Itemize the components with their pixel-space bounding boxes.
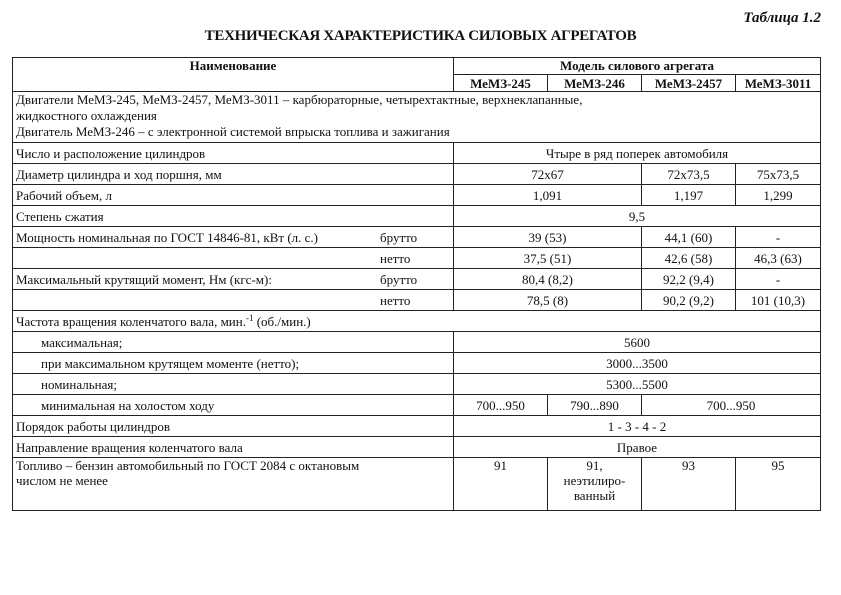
intro-cell [13, 92, 821, 143]
row-label: Число и расположение цилиндров [13, 143, 454, 164]
power-label: Мощность номинальная по ГОСТ 14846-81, кВт (л. с.) [16, 229, 318, 245]
intro-line: жидкостного охлаждения [16, 108, 157, 123]
row-value: 37,5 (51) [454, 248, 642, 269]
row-label: при максимальном крутящем моменте (нетто); [13, 353, 454, 374]
row-value: 9,5 [454, 206, 821, 227]
power-net-label: нетто [380, 250, 411, 266]
row-label [13, 311, 821, 332]
row-value: 46,3 (63) [736, 248, 821, 269]
row-value: 5600 [454, 332, 821, 353]
row-value: - [736, 227, 821, 248]
header-model: МеМЗ-3011 [736, 75, 821, 92]
row-value: 790...890 [548, 395, 642, 416]
row-value: Правое [454, 437, 821, 458]
row-value: 700...950 [454, 395, 548, 416]
row-value: 91 [454, 458, 548, 511]
row-value: 3000...3500 [454, 353, 821, 374]
row-value: 1,299 [736, 185, 821, 206]
row-value: 72х73,5 [642, 164, 736, 185]
row-label: минимальная на холостом ходу [13, 395, 454, 416]
row-value: 72х67 [454, 164, 642, 185]
fuel-246-line: ванный [573, 488, 616, 503]
intro-line: Двигатель МеМЗ-246 – с электронной системой впрыска топлива и зажигания [16, 124, 450, 139]
power-gross-label: брутто [380, 229, 418, 245]
intro-line: Двигатели МеМЗ-245, МеМЗ-2457, МеМЗ-3011 – карбюраторные, четырехтактные, верхнеклапанные, [16, 92, 583, 107]
row-value: 93 [642, 458, 736, 511]
page-title: ТЕХНИЧЕСКАЯ ХАРАКТЕРИСТИКА СИЛОВЫХ АГРЕГАТОВ [204, 28, 637, 44]
fuel-246-line: 91, [586, 458, 603, 473]
row-value: 101 (10,3) [736, 290, 821, 311]
specs-table [12, 57, 821, 511]
row-value: 90,2 (9,2) [642, 290, 736, 311]
header-name-col: Наименование [13, 58, 454, 92]
row-label: Порядок работы цилиндров [13, 416, 454, 437]
row-value: 75х73,5 [736, 164, 821, 185]
row-value: 78,5 (8) [454, 290, 642, 311]
row-value: 80,4 (8,2) [454, 269, 642, 290]
row-label: Рабочий объем, л [13, 185, 454, 206]
row-value: 39 (53) [454, 227, 642, 248]
row-value: 1 - 3 - 4 - 2 [454, 416, 821, 437]
row-label: Степень сжатия [13, 206, 454, 227]
torque-net-label: нетто [380, 292, 411, 308]
row-value: 92,2 (9,4) [642, 269, 736, 290]
torque-gross-label: брутто [380, 271, 418, 287]
row-label: Диаметр цилиндра и ход поршня, мм [13, 164, 454, 185]
rpm-label-sup: -1 [245, 312, 254, 323]
torque-label: Максимальный крутящий момент, Нм (кгс-м): [16, 271, 272, 287]
row-label: номинальная; [13, 374, 454, 395]
row-label [13, 227, 454, 248]
header-model-group: Модель силового агрегата [454, 58, 821, 75]
row-label [13, 458, 454, 511]
header-model: МеМЗ-245 [454, 75, 548, 92]
row-label [13, 290, 454, 311]
rpm-label: Частота вращения коленчатого вала, мин. [16, 313, 246, 329]
row-value: 1,197 [642, 185, 736, 206]
fuel-label-line: числом не менее [16, 473, 108, 488]
row-label: Направление вращения коленчатого вала [13, 437, 454, 458]
row-value: Чтыре в ряд поперек автомобиля [454, 143, 821, 164]
header-model: МеМЗ-2457 [642, 75, 736, 92]
row-label: максимальная; [13, 332, 454, 353]
row-label [13, 269, 454, 290]
row-value [548, 458, 642, 511]
row-value: 44,1 (60) [642, 227, 736, 248]
row-label [13, 248, 454, 269]
header-model: МеМЗ-246 [548, 75, 642, 92]
row-value: 5300...5500 [454, 374, 821, 395]
fuel-label-line: Топливо – бензин автомобильный по ГОСТ 2084 с октановым [16, 458, 360, 473]
table-caption: Таблица 1.2 [743, 10, 821, 26]
rpm-label-tail: (об./мин.) [253, 313, 311, 329]
row-value: 700...950 [642, 395, 821, 416]
row-value: - [736, 269, 821, 290]
row-value: 42,6 (58) [642, 248, 736, 269]
row-value: 95 [736, 458, 821, 511]
row-value: 1,091 [454, 185, 642, 206]
fuel-246-line: неэтилиро- [563, 473, 626, 488]
